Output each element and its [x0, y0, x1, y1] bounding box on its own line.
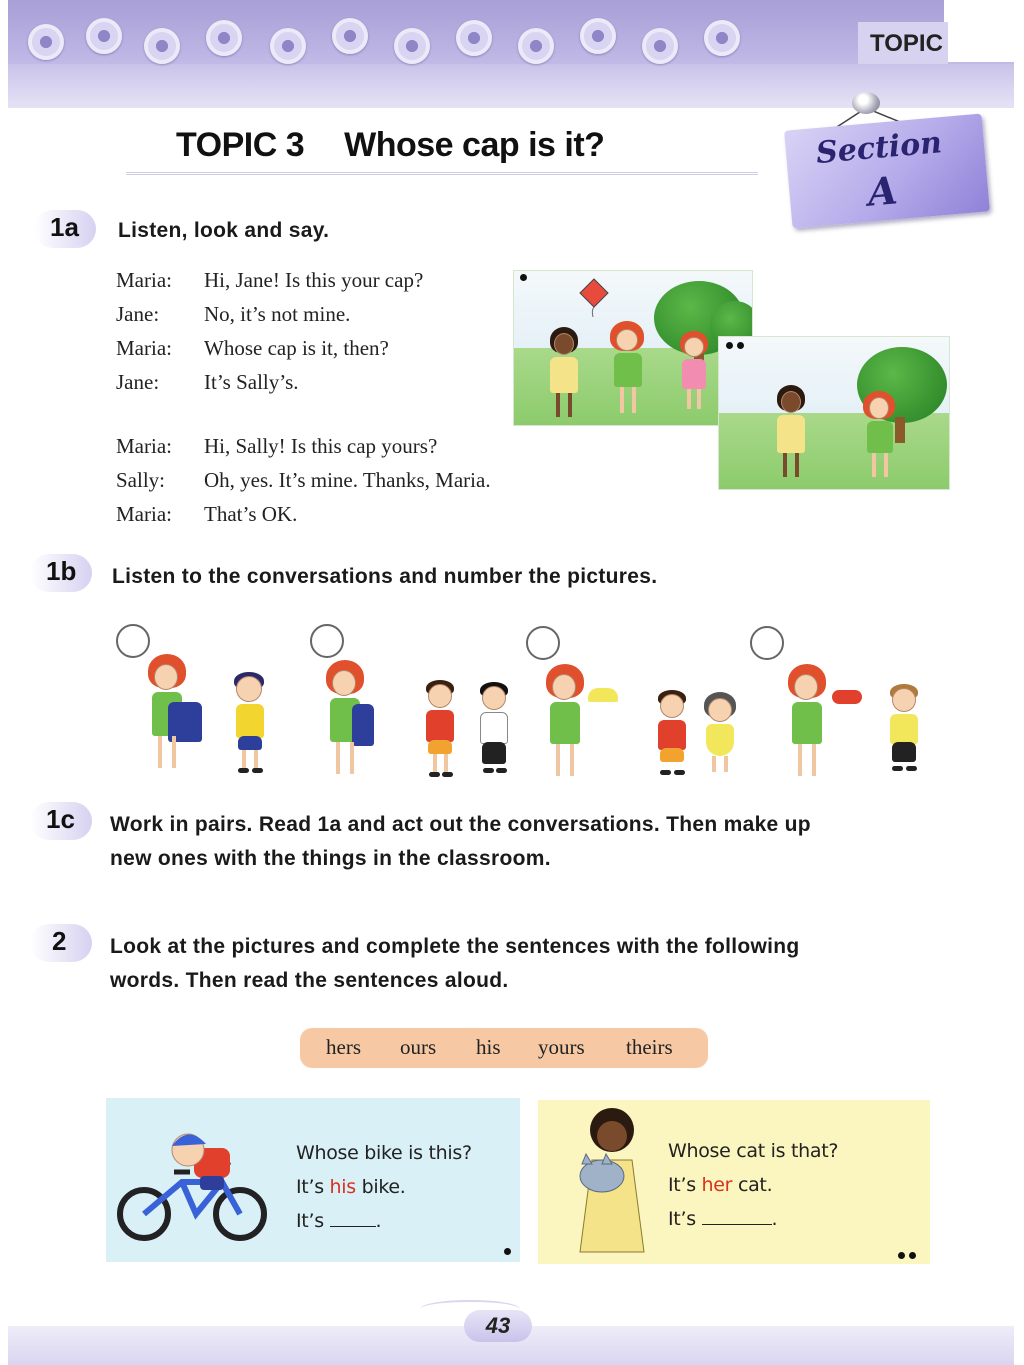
- kite-icon: [574, 277, 614, 317]
- girl-with-coat-figure: [140, 654, 196, 774]
- park-scene-illustration: [513, 270, 753, 426]
- instruction-2-line2: words. Then read the sentences aloud.: [110, 969, 509, 992]
- girl-figure: [771, 385, 811, 485]
- level-bullet: [520, 274, 527, 281]
- instruction-1c-line2: new ones with the things in the classroom.: [110, 847, 551, 870]
- level-bullet: [737, 342, 744, 349]
- ring-decoration: [86, 18, 122, 54]
- word-bank-item: theirs: [626, 1035, 673, 1059]
- instruction-1c-line1: Work in pairs. Read 1a and act out the conversations. Then make up: [110, 813, 811, 836]
- section-sign: [784, 114, 990, 229]
- dialogue-1: [116, 268, 423, 404]
- word-bank-item: hers: [326, 1035, 361, 1059]
- dialogue-line: Maria: Hi, Sally! Is this cap yours?: [116, 434, 438, 458]
- level-bullet: [898, 1252, 905, 1259]
- boy-figure: [228, 672, 272, 776]
- exercise-card-bike: [106, 1098, 520, 1262]
- dialogue-line: Sally: Oh, yes. It’s mine. Thanks, Maria.: [116, 468, 491, 492]
- boy-figure: [420, 680, 460, 780]
- word-bank: [300, 1028, 708, 1068]
- instruction-2-line1: Look at the pictures and complete the sentences with the following: [110, 935, 800, 958]
- ring-decoration: [28, 24, 64, 60]
- dialogue-line: Maria: That’s OK.: [116, 502, 298, 526]
- card-answer-cat: It’s her cat.: [668, 1174, 773, 1196]
- girl-with-coat-figure: [318, 660, 374, 782]
- word-bank-item: his: [476, 1035, 501, 1059]
- exercise-badge-1c: 1c: [30, 802, 92, 840]
- dialogue-line: Jane: No, it’s not mine.: [116, 302, 351, 326]
- boy-on-bike-illustration: [112, 1122, 272, 1246]
- girl-figure: [544, 327, 584, 423]
- ring-decoration: [332, 18, 368, 54]
- girl-with-cap-figure: [542, 664, 622, 782]
- instruction-1a: Listen, look and say.: [118, 219, 330, 242]
- topic-number: TOPIC 3: [176, 126, 305, 164]
- instruction-1b: Listen to the conversations and number the pictures.: [112, 565, 658, 588]
- title-underline: [126, 172, 758, 175]
- ring-decoration: [270, 28, 306, 64]
- card-blank-cat: It’s .: [668, 1208, 778, 1230]
- ring-decoration: [206, 20, 242, 56]
- exercise-card-cat: [538, 1100, 930, 1264]
- level-bullet: [726, 342, 733, 349]
- page-corner: [944, 0, 1024, 62]
- topic-title: Whose cap is it?: [344, 126, 605, 164]
- page-title: [176, 126, 604, 165]
- section-letter: A: [865, 167, 900, 215]
- dialogue-line: Maria: Hi, Jane! Is this your cap?: [116, 268, 424, 292]
- ring-decoration: [704, 20, 740, 56]
- word-bank-item: ours: [400, 1035, 437, 1059]
- word-bank-item: yours: [538, 1035, 585, 1059]
- answer-blank[interactable]: [702, 1209, 772, 1225]
- dialogue-2: [116, 434, 491, 536]
- ring-decoration: [394, 28, 430, 64]
- answer-blank[interactable]: [330, 1211, 376, 1227]
- card-question-bike: Whose bike is this?: [296, 1142, 472, 1164]
- ring-decoration: [456, 20, 492, 56]
- girl-figure: [676, 331, 712, 415]
- ring-decoration: [518, 28, 554, 64]
- card-blank-bike: It’s .: [296, 1210, 382, 1232]
- card-question-cat: Whose cat is that?: [668, 1140, 839, 1162]
- boy-figure: [654, 690, 690, 780]
- exercise-badge-1a: 1a: [34, 210, 96, 248]
- exercise-badge-2: 2: [30, 924, 92, 962]
- card-answer-bike: It’s his bike.: [296, 1176, 406, 1198]
- answer-circle[interactable]: [310, 624, 344, 658]
- girl-with-car-figure: [784, 664, 864, 782]
- page-number: 43: [464, 1310, 532, 1342]
- ring-decoration: [580, 18, 616, 54]
- level-bullet: [504, 1248, 511, 1255]
- section-word: Section: [814, 125, 944, 172]
- exercise-badge-1b: 1b: [30, 554, 92, 592]
- answer-circle[interactable]: [116, 624, 150, 658]
- ring-decoration: [144, 28, 180, 64]
- boy-figure: [884, 684, 924, 776]
- answer-circle[interactable]: [750, 626, 784, 660]
- level-bullet: [909, 1252, 916, 1259]
- girl-figure: [700, 692, 740, 780]
- pin-icon: [852, 92, 880, 114]
- ring-decoration: [642, 28, 678, 64]
- boy-figure: [474, 682, 514, 778]
- answer-circle[interactable]: [526, 626, 560, 660]
- park-scene-illustration: [718, 336, 950, 490]
- girl-figure: [606, 321, 650, 421]
- girl-with-cat-illustration: [568, 1106, 654, 1258]
- topic-tab: TOPIC: [858, 22, 948, 64]
- dialogue-line: Maria: Whose cap is it, then?: [116, 336, 389, 360]
- dialogue-line: Jane: It’s Sally’s.: [116, 370, 299, 394]
- girl-figure: [859, 391, 899, 485]
